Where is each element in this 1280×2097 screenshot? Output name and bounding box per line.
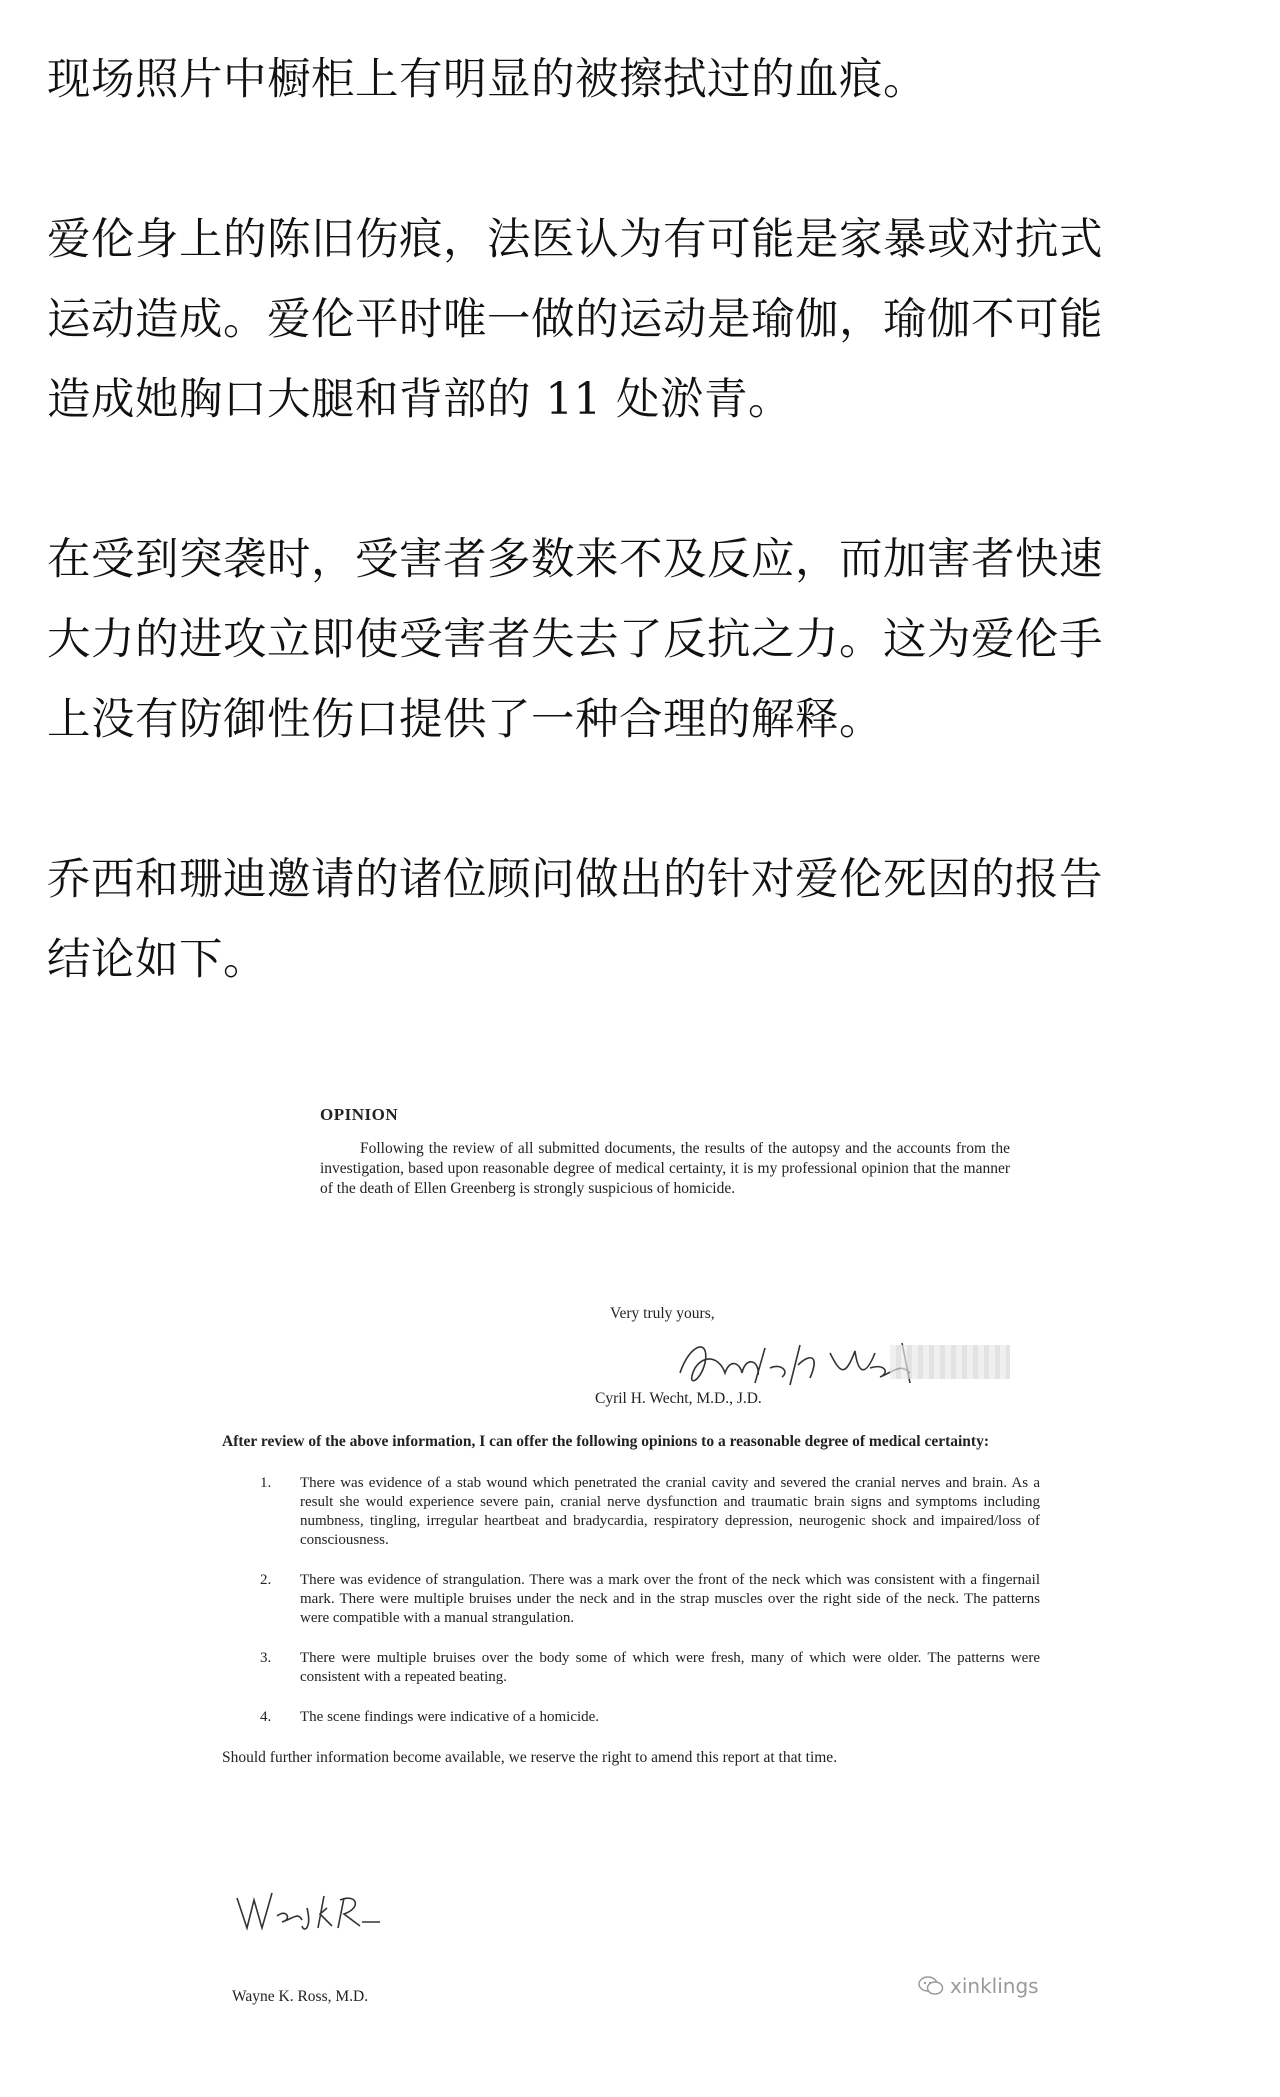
opinion-text: There was evidence of a stab wound which penetrated the cranial cavity and severed the cranial nerves and brain. As a result she would experience severe pain, cranial nerve dysfunction and traumatic brain signs and symptoms including numbness, tingling, irregular heartbeat and bradycardia, respiratory depression, neurogenic shock and impaired/loss of consciousness. (300, 1475, 1040, 1548)
opinion-number: 1. (260, 1475, 272, 1491)
signature-wayne-ross (232, 1878, 382, 1938)
opinion-item (222, 1708, 1042, 1727)
opinion-body: Following the review of all submitted documents, the results of the autopsy and the accounts from the investigation, based upon reasonable degree of medical certainty, it is my professional opinion that the manner of the death of Ellen Greenberg is strongly suspicious of homicide. (320, 1140, 1010, 1197)
paragraph-line: 大力的进攻立即使受害者失去了反抗之力。这为爱伦手 (47, 615, 1103, 665)
opinion-item (222, 1474, 1042, 1550)
paragraph-line: 爱伦身上的陈旧伤痕，法医认为有可能是家暴或对抗式 (47, 215, 1103, 265)
paragraph (47, 40, 1237, 120)
watermark (918, 1974, 1039, 1998)
opinion-number: 3. (260, 1650, 272, 1666)
report-footer: Should further information become available, we reserve the right to amend this report at that time. (222, 1749, 838, 1766)
paragraph (47, 520, 1237, 760)
paragraph-line: 在受到突袭时，受害者多数来不及反应，而加害者快速 (47, 535, 1103, 585)
opinion-text: The scene findings were indicative of a homicide. (300, 1709, 600, 1725)
paragraph-line: 上没有防御性伤口提供了一种合理的解释。 (47, 695, 883, 745)
article (47, 40, 1237, 1080)
paragraph-line: 造成她胸口大腿和背部的 11 处淤青。 (47, 375, 793, 425)
closing-salutation: Very truly yours, (610, 1305, 715, 1322)
opinion-text: There was evidence of strangulation. There was a mark over the front of the neck which was consistent with a fingernail mark. There were multiple bruises under the neck and in the strap muscles over the right side of the neck. The patterns were compatible with a manual strangulation. (300, 1572, 1040, 1626)
opinion-text: There were multiple bruises over the body some of which were fresh, many of which were older. The patterns were consistent with a repeated beating. (300, 1650, 1040, 1685)
opinion-heading: OPINION (320, 1105, 399, 1124)
opinions-list (222, 1474, 1042, 1727)
signer-name: Wayne K. Ross, M.D. (232, 1988, 369, 2005)
paragraph-line: 现场照片中橱柜上有明显的被擦拭过的血痕。 (47, 55, 927, 105)
watermark-text: xinklings (950, 1974, 1039, 1998)
paragraph-line: 运动造成。爱伦平时唯一做的运动是瑜伽，瑜伽不可能 (47, 295, 1103, 345)
signer-name: Cyril H. Wecht, M.D., J.D. (595, 1390, 762, 1407)
opinions-intro: After review of the above information, I can offer the following opinions to a reasonable degree of medical certainty: (222, 1433, 989, 1450)
paragraph-line: 结论如下。 (47, 935, 267, 985)
signature-blur (890, 1345, 1010, 1379)
opinion-item (222, 1571, 1042, 1628)
opinion-number: 4. (260, 1709, 272, 1725)
wechat-icon (918, 1976, 944, 1996)
opinion-number: 2. (260, 1572, 272, 1588)
opinion-letter (320, 1105, 1010, 1407)
paragraph (47, 200, 1237, 440)
paragraph-line: 乔西和珊迪邀请的诸位顾问做出的针对爱伦死因的报告 (47, 855, 1103, 905)
opinion-item (222, 1649, 1042, 1687)
paragraph (47, 840, 1237, 1000)
